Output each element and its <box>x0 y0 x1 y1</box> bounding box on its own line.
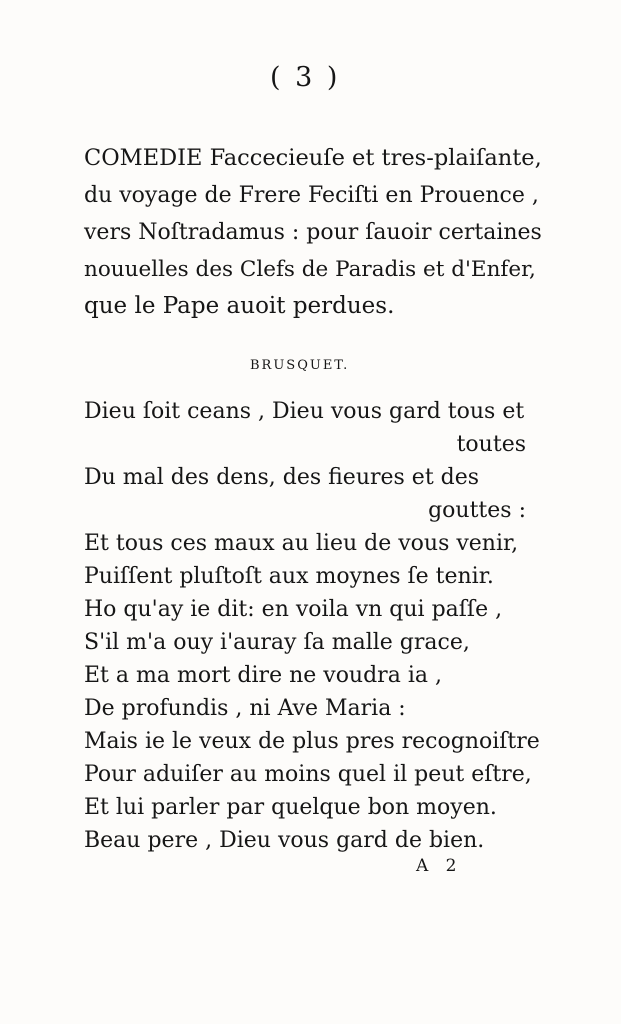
title-line: que le Pape auoit perdues. <box>84 293 395 319</box>
verse-line: Pour aduiſer au moins quel il peut eſtre, <box>84 762 532 787</box>
signature-mark: A 2 <box>416 856 463 876</box>
verse-line: Et tous ces maux au lieu de vous venir, <box>84 531 519 556</box>
title-line: du voyage de Frere Feciſti en Prouence , <box>84 183 539 208</box>
title-line: vers Noſtradamus : pour ſauoir certaines <box>84 220 542 245</box>
verse-line: Dieu ſoit ceans , Dieu vous gard tous et <box>84 399 525 424</box>
page-number: ( 3 ) <box>270 62 341 93</box>
verse-line-continuation: gouttes : <box>428 498 526 523</box>
verse-line: Du mal des dens, des fieures et des <box>84 465 480 490</box>
verse-line: Et a ma mort dire ne voudra ia , <box>84 663 442 688</box>
verse-line: S'il m'a ouy i'auray ſa malle grace, <box>84 630 470 655</box>
verse-line: De profundis , ni Ave Maria : <box>84 696 406 721</box>
verse-line: Ho qu'ay ie dit: en voila vn qui paſſe , <box>84 597 503 622</box>
speaker-name: BRUSQUET. <box>250 358 350 373</box>
verse-line: Et lui parler par quelque bon moyen. <box>84 795 497 820</box>
verse-block <box>84 395 544 857</box>
verse-line: Beau pere , Dieu vous gard de bien. <box>84 828 485 853</box>
play-title <box>84 140 544 325</box>
title-line: COMEDIE Faccecieuſe et tres-plaiſante, <box>84 145 542 171</box>
verse-line-continuation: toutes <box>456 432 526 457</box>
verse-line: Puiſſent pluſtoſt aux moynes ſe tenir. <box>84 564 494 589</box>
title-line: nouuelles des Clefs de Paradis et d'Enfer, <box>84 257 536 282</box>
verse-line: Mais ie le veux de plus pres recognoiſtre <box>84 729 540 754</box>
